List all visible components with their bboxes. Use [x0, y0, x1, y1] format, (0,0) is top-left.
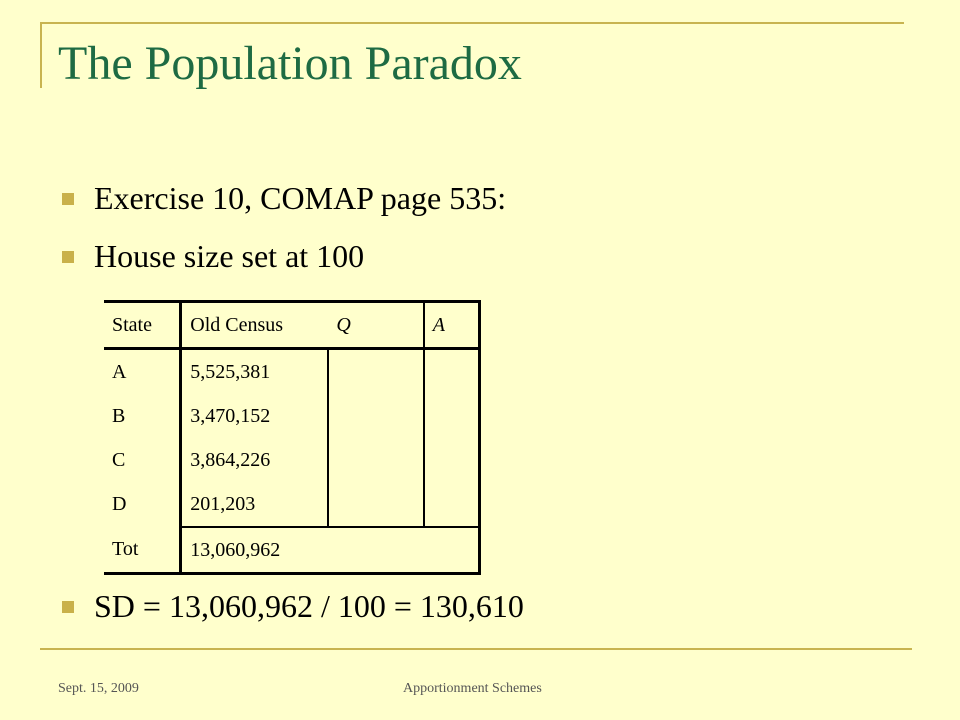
- census-table: [104, 300, 481, 575]
- a-cell: [424, 438, 480, 482]
- header-cell-a: A: [424, 302, 480, 349]
- header-cell-state: State: [104, 302, 181, 349]
- total-census-cell: 13,060,962: [181, 527, 480, 574]
- bullet-item: [62, 180, 506, 217]
- table-row: [104, 482, 480, 527]
- table-row: [104, 394, 480, 438]
- bullet-text: House size set at 100: [94, 238, 365, 274]
- census-cell: 3,470,152: [181, 394, 329, 438]
- q-cell: [328, 438, 423, 482]
- bullet-square-icon: [62, 601, 74, 613]
- bullet-item: [62, 238, 364, 275]
- bullet-text: Exercise 10, COMAP page 535:: [94, 180, 507, 216]
- a-cell: [424, 394, 480, 438]
- frame-top-rule: [40, 22, 904, 24]
- state-cell: D: [104, 482, 181, 527]
- bullet-item: [62, 588, 524, 625]
- table-total-row: [104, 527, 480, 574]
- census-cell: 3,864,226: [181, 438, 329, 482]
- bullet-square-icon: [62, 193, 74, 205]
- frame-left-rule: [40, 22, 42, 88]
- a-cell: [424, 349, 480, 395]
- table-row: [104, 438, 480, 482]
- bullet-text: SD = 13,060,962 / 100 = 130,610: [94, 588, 524, 624]
- table-row: [104, 349, 480, 395]
- state-cell: B: [104, 394, 181, 438]
- total-label-cell: Tot: [104, 527, 181, 574]
- state-cell: C: [104, 438, 181, 482]
- q-cell: [328, 482, 423, 527]
- slide-title: The Population Paradox: [58, 37, 522, 90]
- state-cell: A: [104, 349, 181, 395]
- census-cell: 5,525,381: [181, 349, 329, 395]
- q-cell: [328, 349, 423, 395]
- footer-date: Sept. 15, 2009: [58, 681, 139, 696]
- header-cell-census: Old Census: [181, 302, 329, 349]
- bullet-square-icon: [62, 251, 74, 263]
- census-cell: 201,203: [181, 482, 329, 527]
- footer-topic: Apportionment Schemes: [403, 681, 542, 696]
- table-header-row: [104, 302, 480, 349]
- a-cell: [424, 482, 480, 527]
- footer-rule: [40, 648, 912, 650]
- q-cell: [328, 394, 423, 438]
- header-cell-q: Q: [328, 302, 423, 349]
